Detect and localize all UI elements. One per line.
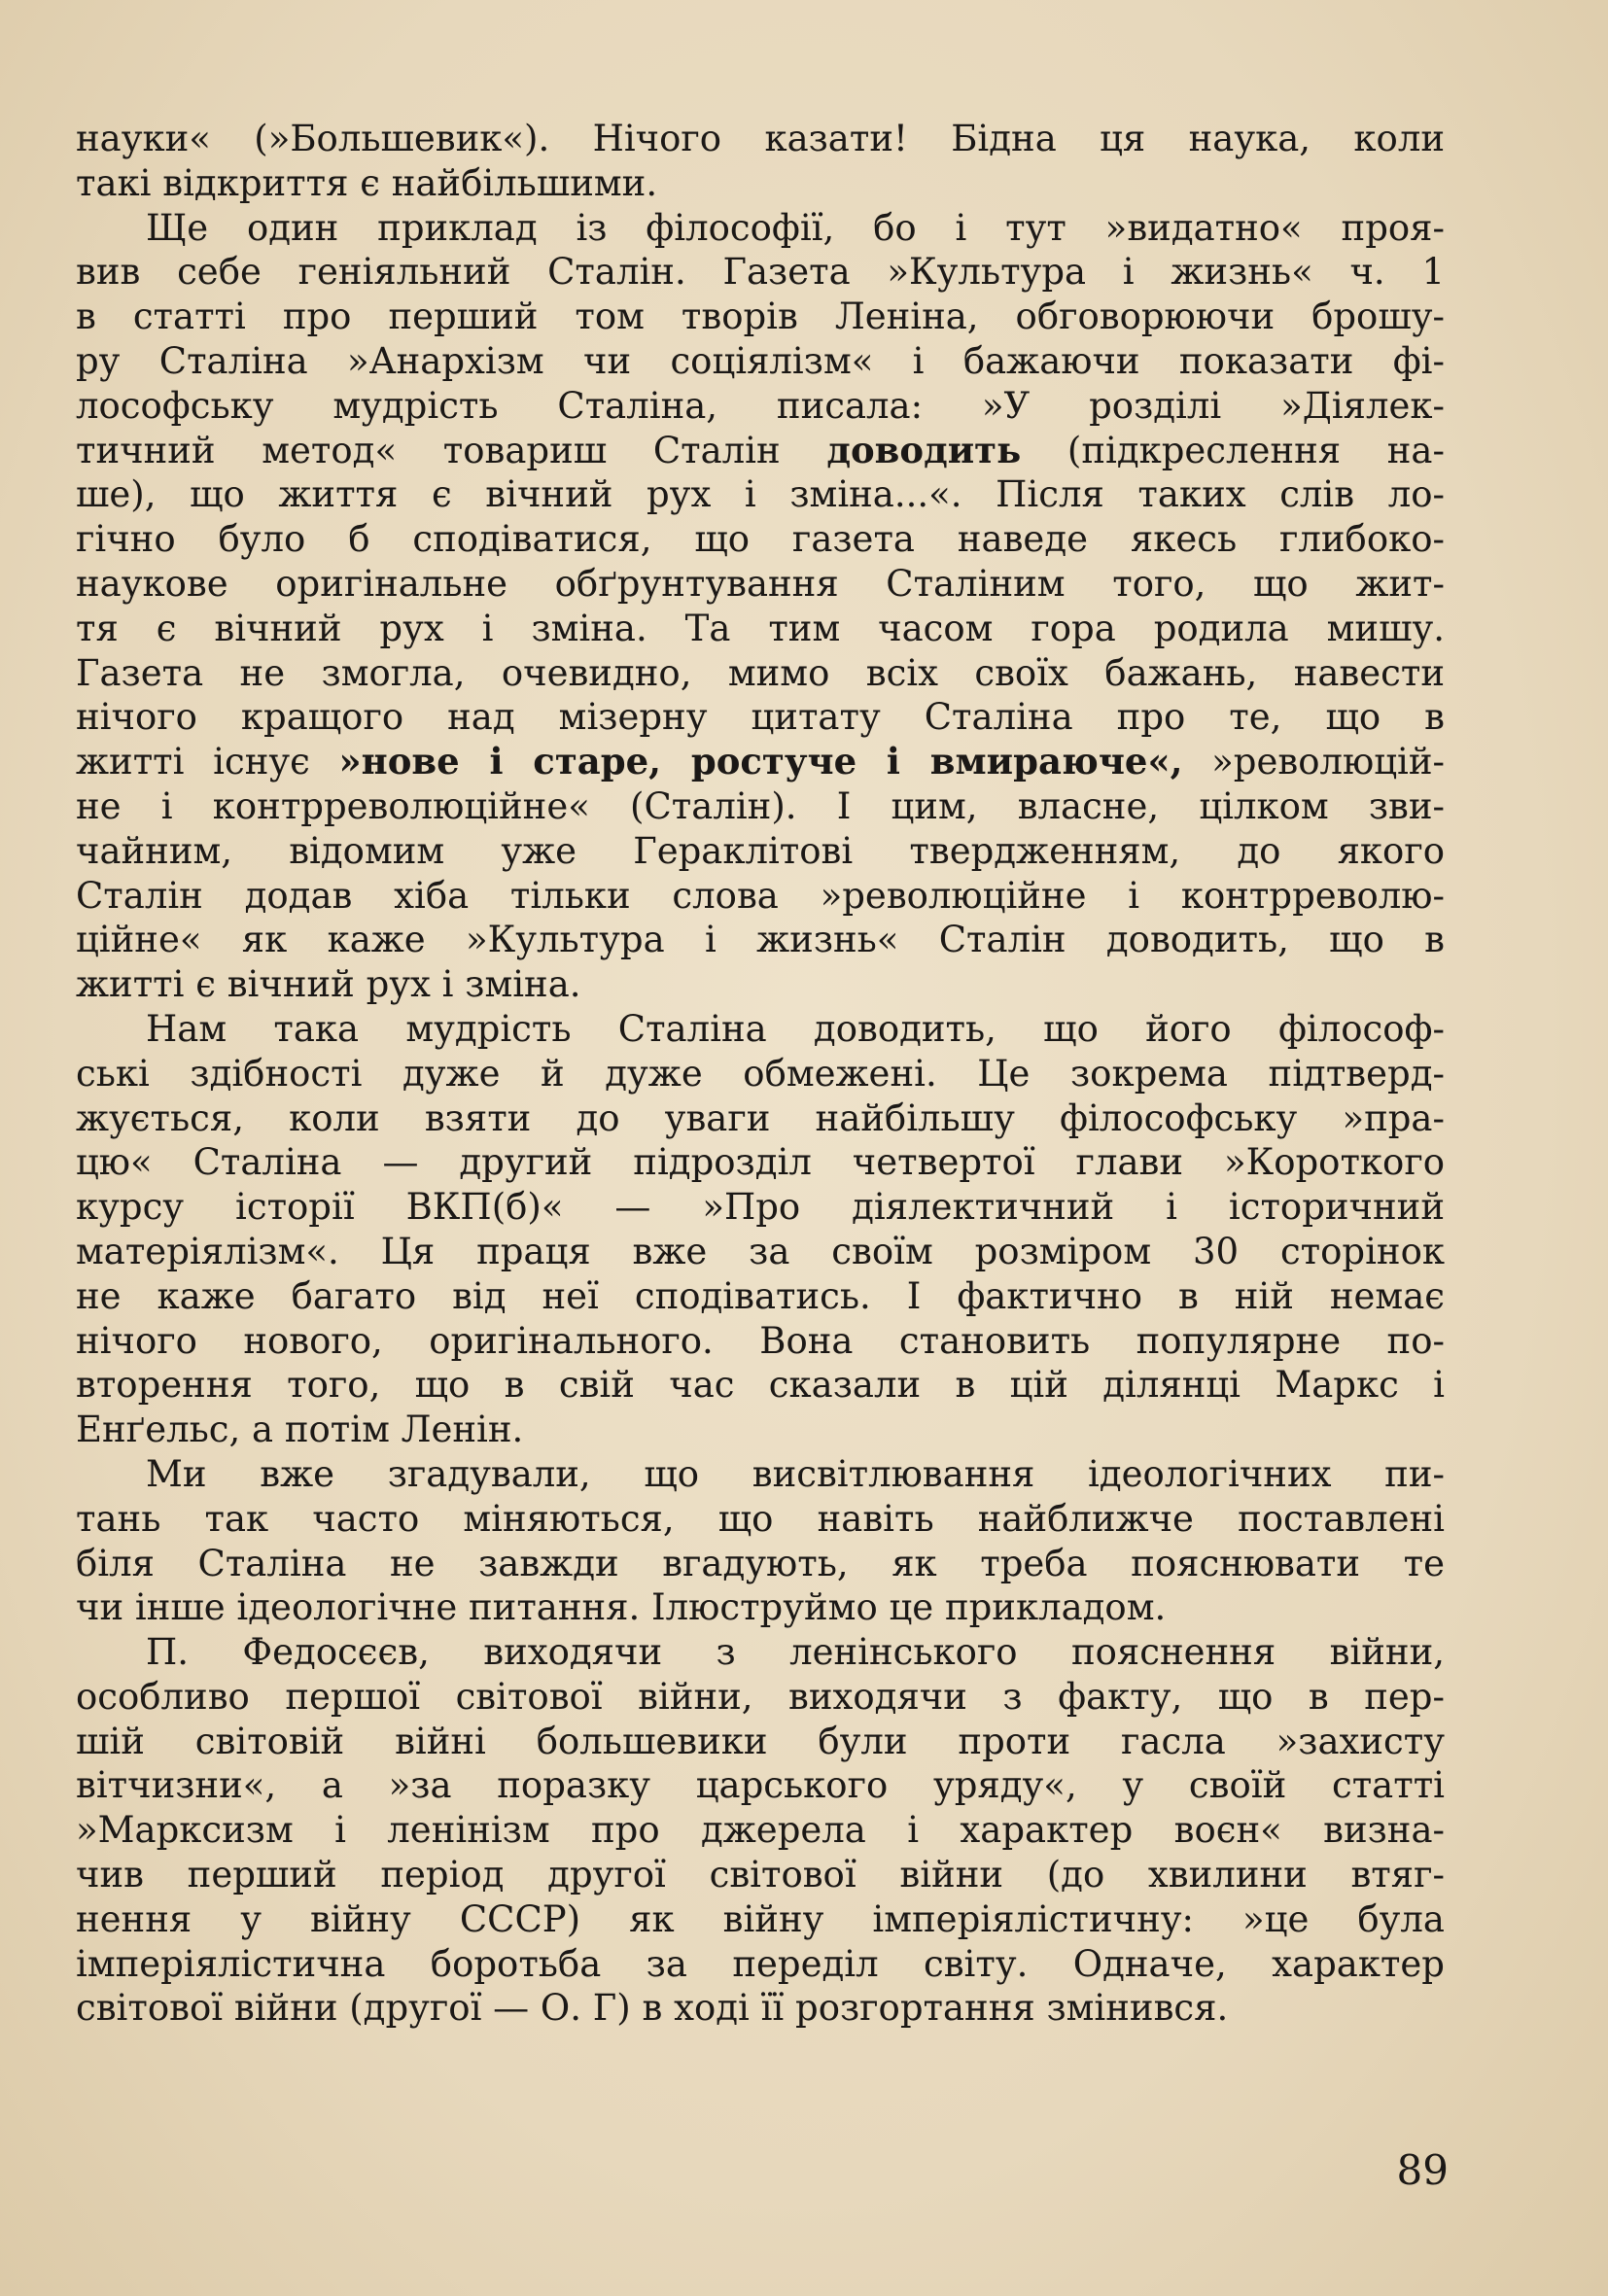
- text-line: [76, 1408, 1445, 1452]
- text-line: [76, 1185, 1445, 1230]
- text-line: [76, 1897, 1445, 1942]
- text-segment: науки« (»Большевик«). Нічого казати! Бідна ця наука, коли: [76, 118, 1445, 159]
- text-segment: П. Федосєєв, виходячи з ленінського пояснення війни,: [146, 1631, 1445, 1674]
- text-line: [76, 1452, 1445, 1497]
- text-segment: чи інше ідеологічне питання. Ілюструймо це прикладом.: [76, 1586, 1167, 1629]
- text-line: [76, 651, 1445, 696]
- text-segment: »революцій-: [1182, 741, 1445, 783]
- text-segment: жується, коли взяти до уваги найбільшу філософську »пра-: [76, 1096, 1445, 1139]
- text-line: [76, 918, 1445, 962]
- body-text: [76, 117, 1445, 2031]
- paragraph: [76, 1007, 1445, 1452]
- text-line: [76, 1007, 1445, 1052]
- text-segment: ські здібності дуже й дуже обмежені. Це зокрема підтверд-: [76, 1052, 1445, 1095]
- text-line: [76, 1363, 1445, 1408]
- text-segment: біля Сталіна не завжди вгадують, як треба пояснювати те: [76, 1542, 1445, 1584]
- text-line: [76, 517, 1445, 562]
- text-line: [76, 1675, 1445, 1720]
- text-segment: чив перший період другої світової війни (до хвилини втяг-: [76, 1854, 1445, 1896]
- text-line: [76, 874, 1445, 919]
- text-line: [76, 206, 1445, 251]
- text-segment: курсу історії ВКП(б)« — »Про діялектичний і історичний: [76, 1186, 1445, 1229]
- text-segment: не каже багато від неї сподіватись. І фактично в ній немає: [76, 1274, 1445, 1317]
- bold-text-segment: »нове і старе, ростуче і вмираюче«,: [338, 740, 1183, 783]
- text-line: [76, 1230, 1445, 1274]
- text-segment: Енґельс, а потім Ленін.: [76, 1409, 524, 1451]
- text-segment: не і контрреволюційне« (Сталін). І цим, власне, цілком зви-: [76, 784, 1445, 827]
- text-line: [76, 1808, 1445, 1853]
- text-segment: світової війни (другої — О. Г) в ході її розгортання змінився.: [76, 1987, 1229, 2030]
- text-line: [76, 1096, 1445, 1141]
- text-segment: вторення того, що в свій час сказали в цій ділянці Маркс і: [76, 1364, 1445, 1407]
- text-line: [76, 429, 1445, 473]
- text-segment: наукове оригінальне обґрунтування Сталіним того, що жит-: [76, 562, 1445, 605]
- text-line: [76, 562, 1445, 607]
- text-segment: житті є вічний рух і зміна.: [76, 963, 581, 1006]
- paragraph: [76, 1630, 1445, 2031]
- text-segment: житті існує: [76, 741, 339, 783]
- bold-text-segment: доводить: [826, 428, 1022, 471]
- text-line: [76, 1720, 1445, 1764]
- text-line: [76, 295, 1445, 339]
- text-line: [76, 339, 1445, 384]
- text-line: [76, 1140, 1445, 1185]
- text-line: [76, 1853, 1445, 1897]
- text-line: [76, 1319, 1445, 1364]
- text-segment: цю« Сталіна — другий підрозділ четвертої глави »Короткого: [76, 1141, 1445, 1184]
- text-segment: такі відкриття є найбільшими.: [76, 161, 658, 204]
- text-segment: нічого нового, оригінального. Вона становить популярне по-: [76, 1319, 1445, 1362]
- text-segment: ційне« як каже »Культура і жизнь« Сталін доводить, що в: [76, 919, 1445, 961]
- text-segment: Ми вже згадували, що висвітлювання ідеологічних пи-: [146, 1452, 1445, 1495]
- text-segment: тя є вічний рух і зміна. Та тим часом гора родила мишу.: [76, 607, 1445, 649]
- text-segment: »Марксизм і ленінізм про джерела і характер воєн« визна-: [76, 1809, 1445, 1852]
- text-segment: в статті про перший том творів Леніна, обговорюючи брошу-: [76, 296, 1445, 338]
- text-line: [76, 250, 1445, 295]
- text-segment: матеріялізм«. Ця праця вже за своїм розміром 30 сторінок: [76, 1230, 1445, 1272]
- text-segment: імперіялістична боротьба за переділ світу. Одначе, характер: [76, 1942, 1445, 1985]
- text-line: [76, 1497, 1445, 1542]
- text-segment: (підкреслення на-: [1021, 429, 1445, 471]
- text-line: [76, 1274, 1445, 1319]
- paragraph: [76, 206, 1445, 1007]
- text-segment: тань так часто міняються, що навіть найближче поставлені: [76, 1497, 1445, 1540]
- text-segment: гічно було б сподіватися, що газета наведе якесь глибоко-: [76, 518, 1445, 561]
- text-segment: нічого кращого над мізерну цитату Сталіна про те, що в: [76, 696, 1445, 739]
- text-segment: Нам така мудрість Сталіна доводить, що його філософ-: [146, 1007, 1445, 1050]
- text-segment: Газета не змогла, очевидно, мимо всіх своїх бажань, навести: [76, 651, 1445, 694]
- text-line: [76, 161, 1445, 206]
- text-segment: чайним, відомим уже Гераклітові твердженням, до якого: [76, 829, 1445, 872]
- text-line: [76, 607, 1445, 651]
- text-line: [76, 695, 1445, 740]
- text-segment: Ще один приклад із філософії, бо і тут »видатно« проя-: [146, 206, 1445, 249]
- text-line: [76, 1630, 1445, 1675]
- text-line: [76, 1763, 1445, 1808]
- text-segment: вив себе геніяльний Сталін. Газета »Культура і жизнь« ч. 1: [76, 251, 1445, 294]
- text-line: [76, 1585, 1445, 1630]
- text-line: [76, 1542, 1445, 1586]
- page-number: 89: [1396, 2146, 1449, 2194]
- text-line: [76, 384, 1445, 429]
- text-segment: ше), що життя є вічний рух і зміна...«. Після таких слів ло-: [76, 473, 1445, 516]
- text-line: [76, 829, 1445, 874]
- text-segment: особливо першої світової війни, виходячи з факту, що в пер-: [76, 1675, 1445, 1718]
- text-segment: ру Сталіна »Анархізм чи соціялізм« і бажаючи показати фі-: [76, 339, 1445, 382]
- text-segment: Сталін додав хіба тільки слова »революційне і контрреволю-: [76, 874, 1445, 917]
- text-line: [76, 740, 1445, 784]
- text-segment: шій світовій війні большевики були проти гасла »захисту: [76, 1720, 1445, 1762]
- text-line: [76, 1942, 1445, 1987]
- text-line: [76, 1052, 1445, 1096]
- text-segment: лософську мудрість Сталіна, писала: »У розділі »Діялек-: [76, 384, 1445, 427]
- paragraph: [76, 117, 1445, 206]
- paragraph: [76, 1452, 1445, 1630]
- text-line: [76, 472, 1445, 517]
- text-line: [76, 962, 1445, 1007]
- text-segment: нення у війну СССР) як війну імперіялістичну: »це була: [76, 1897, 1445, 1940]
- text-line: [76, 784, 1445, 829]
- text-segment: тичний метод« товариш Сталін: [76, 429, 827, 471]
- text-line: [76, 117, 1445, 161]
- text-line: [76, 1986, 1445, 2031]
- text-segment: вітчизни«, а »за поразку царського уряду«, у своїй статті: [76, 1764, 1445, 1807]
